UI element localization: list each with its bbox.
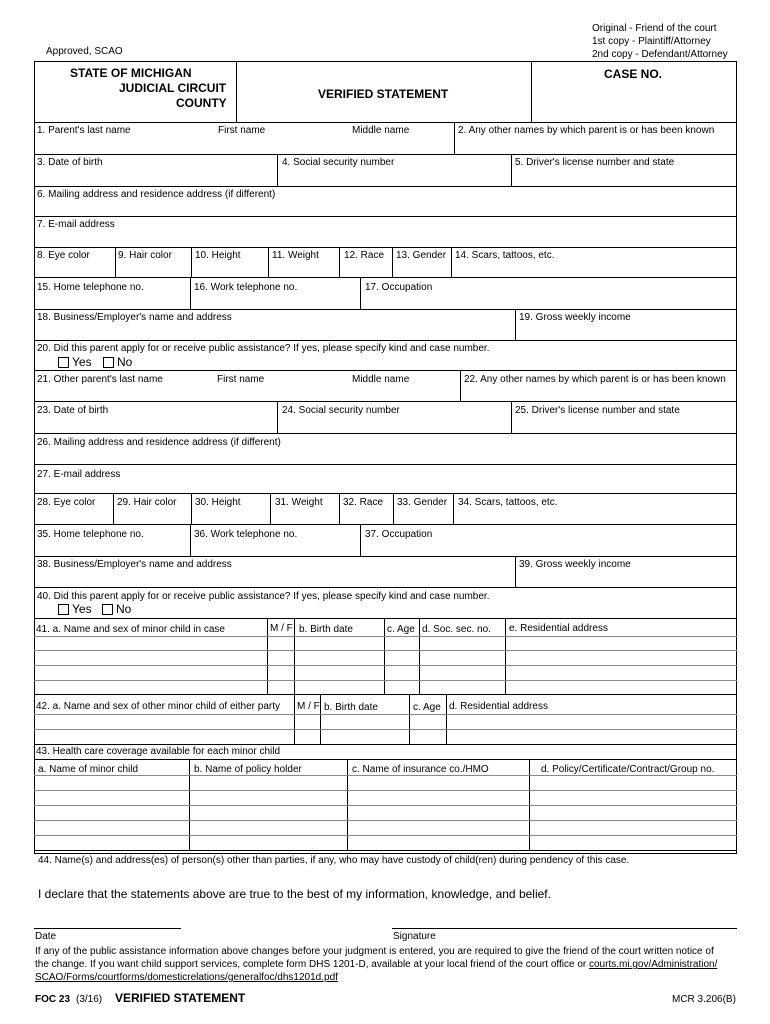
other-children-sex-header: M / F xyxy=(297,701,320,712)
other-parent-gender-label: 33. Gender xyxy=(397,497,448,508)
form-bottom-border xyxy=(34,853,737,854)
other-parent-eye-label: 28. Eye color xyxy=(37,497,96,508)
table-row xyxy=(34,835,737,836)
row-rule xyxy=(34,154,737,155)
cell-divider xyxy=(392,247,393,277)
other-parent-occupation-label: 37. Occupation xyxy=(365,529,433,540)
cell-divider xyxy=(277,154,278,186)
cell-divider xyxy=(267,618,268,694)
row-rule xyxy=(34,370,737,371)
distribution-first-copy: 1st copy - Plaintiff/Attorney xyxy=(592,36,711,47)
cell-divider xyxy=(270,493,271,524)
case-no-label: CASE NO. xyxy=(604,67,663,81)
cell-divider xyxy=(115,247,116,277)
parent-occupation-label: 17. Occupation xyxy=(365,282,433,293)
dhs-form-link[interactable]: courts.mi.gov/Administration/ xyxy=(589,959,718,970)
assistance-yes-checkbox[interactable] xyxy=(58,357,69,368)
cell-divider xyxy=(360,524,361,556)
cell-divider xyxy=(277,401,278,433)
court-circuit: JUDICIAL CIRCUIT xyxy=(119,81,227,95)
parent-hair-label: 9. Hair color xyxy=(118,250,172,261)
table-row xyxy=(34,775,737,776)
signature-field[interactable] xyxy=(392,912,737,928)
table-row xyxy=(34,820,737,821)
cell-divider xyxy=(320,694,321,744)
cell-divider xyxy=(294,694,295,744)
row-rule xyxy=(34,493,737,494)
table-row xyxy=(34,790,737,791)
header-divider-1 xyxy=(236,61,237,123)
row-rule xyxy=(34,433,737,434)
other-children-birth-header: b. Birth date xyxy=(324,702,378,713)
other-parent-dob-label: 23. Date of birth xyxy=(37,405,109,416)
parent-dob-label: 3. Date of birth xyxy=(37,157,103,168)
cell-divider xyxy=(191,247,192,277)
notice-line-1: If any of the public assistance information above changes before your judgment is entered, you are required to give the friend of the court written notice of xyxy=(35,946,714,957)
cell-divider xyxy=(460,370,461,401)
parent-assistance-label: 20. Did this parent apply for or receive public assistance? If yes, please specify kind and case number. xyxy=(37,343,490,354)
date-label: Date xyxy=(35,931,57,942)
custody-label: 44. Name(s) and address(es) of person(s) other than parties, if any, who may have custody of child(ren) during pendency of this case. xyxy=(38,855,630,866)
cell-divider xyxy=(515,309,516,340)
row-rule xyxy=(34,309,737,310)
assistance-no-checkbox[interactable] xyxy=(103,357,114,368)
cell-divider xyxy=(453,493,454,524)
form-id: FOC 23 xyxy=(35,994,71,1005)
other-assistance-no-checkbox[interactable] xyxy=(102,604,113,615)
parent-employer-label: 18. Business/Employer's name and address xyxy=(37,312,232,323)
row-rule xyxy=(34,122,737,123)
other-assistance-no-label: No xyxy=(116,602,132,616)
parent-last-name-label: 1. Parent's last name xyxy=(37,125,131,136)
table-row xyxy=(34,665,737,666)
other-parent-ssn-label: 24. Social security number xyxy=(282,405,400,416)
children-age-header: c. Age xyxy=(387,624,415,635)
children-birth-header: b. Birth date xyxy=(299,624,353,635)
other-parent-other-names-label: 22. Any other names by which parent is or has been known xyxy=(464,374,726,385)
parent-weight-label: 11. Weight xyxy=(272,250,319,261)
children-name-header: 41. a. Name and sex of minor child in case xyxy=(36,624,225,635)
health-child-header: a. Name of minor child xyxy=(38,764,139,775)
case-no-field[interactable] xyxy=(534,82,734,120)
other-parent-income-label: 39. Gross weekly income xyxy=(519,559,631,570)
footer-rule: MCR 3.206(B) xyxy=(672,994,736,1005)
cell-divider xyxy=(454,122,455,154)
cell-divider xyxy=(191,493,192,524)
cell-divider xyxy=(360,277,361,309)
cell-divider xyxy=(113,493,114,524)
parent-middle-name-label: Middle name xyxy=(352,125,410,136)
cell-divider xyxy=(268,247,269,277)
row-rule xyxy=(34,186,737,187)
header-top-border xyxy=(34,61,737,62)
row-rule xyxy=(34,744,737,745)
other-parent-employer-label: 38. Business/Employer's name and address xyxy=(37,559,232,570)
health-insurer-header: c. Name of insurance co./HMO xyxy=(352,764,489,775)
row-rule xyxy=(34,694,737,695)
cell-divider xyxy=(505,618,506,694)
form-left-border xyxy=(34,61,35,854)
other-children-name-header: 42. a. Name and sex of other minor child of either party xyxy=(36,701,281,712)
table-row xyxy=(34,805,737,806)
notice-line-2: the change. If you want child support services, complete form DHS 1201-D, available at your local friend of the court office or xyxy=(35,959,587,970)
cell-divider xyxy=(419,618,420,694)
other-parent-last-name-label: 21. Other parent's last name xyxy=(37,374,163,385)
other-parent-license-label: 25. Driver's license number and state xyxy=(515,405,680,416)
row-rule xyxy=(34,340,737,341)
cell-divider xyxy=(393,493,394,524)
table-row xyxy=(34,650,737,651)
other-parent-race-label: 32. Race xyxy=(343,497,384,508)
other-children-address-header: d. Residential address xyxy=(449,701,548,712)
parent-height-label: 10. Height xyxy=(195,250,241,261)
children-ssn-header: d. Soc. sec. no. xyxy=(422,624,491,635)
assistance-yes-label: Yes xyxy=(72,355,92,369)
date-line xyxy=(34,928,181,929)
row-rule xyxy=(34,618,737,619)
other-parent-home-phone-label: 35. Home telephone no. xyxy=(37,529,144,540)
parent-gender-label: 13. Gender xyxy=(396,250,447,261)
parent-name-field[interactable] xyxy=(36,137,452,153)
approved-label: Approved, SCAO xyxy=(46,46,123,57)
other-parent-mailing-label: 26. Mailing address and residence address (if different) xyxy=(37,437,281,448)
other-parent-weight-label: 31. Weight xyxy=(275,497,323,508)
other-parent-email-label: 27. E-mail address xyxy=(37,469,121,480)
footer-title: VERIFIED STATEMENT xyxy=(115,991,246,1005)
health-policy-header: d. Policy/Certificate/Contract/Group no. xyxy=(541,764,715,775)
cell-divider xyxy=(190,277,191,309)
children-sex-header: M / F xyxy=(270,623,293,634)
cell-divider xyxy=(451,247,452,277)
parent-scars-label: 14. Scars, tattoos, etc. xyxy=(455,250,555,261)
form-title: VERIFIED STATEMENT xyxy=(318,87,449,101)
parent-work-phone-label: 16. Work telephone no. xyxy=(194,282,298,293)
distribution-second-copy: 2nd copy - Defendant/Attorney xyxy=(592,49,728,60)
table-row xyxy=(34,636,737,637)
form-revision: (3/16) xyxy=(76,994,103,1005)
cell-divider xyxy=(409,694,410,744)
row-rule xyxy=(34,524,737,525)
other-parent-first-name-label: First name xyxy=(217,374,265,385)
other-parent-assistance-label: 40. Did this parent apply for or receive public assistance? If yes, please specify kind and case number. xyxy=(37,591,490,602)
distribution-list xyxy=(592,22,728,61)
assistance-no-label: No xyxy=(117,355,133,369)
date-field[interactable] xyxy=(34,912,181,928)
court-state: STATE OF MICHIGAN xyxy=(70,66,192,80)
row-rule xyxy=(34,587,737,588)
parent-eye-label: 8. Eye color xyxy=(37,250,90,261)
signature-line xyxy=(392,928,737,929)
table-row xyxy=(34,714,737,715)
row-rule xyxy=(34,759,737,760)
signature-label: Signature xyxy=(393,931,436,942)
cell-divider xyxy=(339,493,340,524)
parent-first-name-label: First name xyxy=(218,125,266,136)
cell-divider xyxy=(294,618,295,694)
row-rule xyxy=(34,556,737,557)
other-assistance-yes-label: Yes xyxy=(72,602,92,616)
form-right-border xyxy=(736,61,737,854)
health-title: 43. Health care coverage available for each minor child xyxy=(36,746,281,757)
cell-divider xyxy=(190,524,191,556)
other-parent-scars-label: 34. Scars, tattoos, etc. xyxy=(458,497,558,508)
cell-divider xyxy=(511,154,512,186)
health-holder-header: b. Name of policy holder xyxy=(194,764,302,775)
other-children-age-header: c. Age xyxy=(413,702,441,713)
distribution-original: Original - Friend of the court xyxy=(592,23,717,34)
other-parent-hair-label: 29. Hair color xyxy=(117,497,177,508)
notice-paragraph xyxy=(35,945,740,984)
parent-email-label: 7. E-mail address xyxy=(37,219,115,230)
row-rule xyxy=(34,464,737,465)
cell-divider xyxy=(384,618,385,694)
parent-license-label: 5. Driver's license number and state xyxy=(515,157,675,168)
cell-divider xyxy=(339,247,340,277)
declaration-text: I declare that the statements above are true to the best of my information, knowledge, and belief. xyxy=(38,887,551,901)
parent-ssn-label: 4. Social security number xyxy=(282,157,395,168)
court-county: COUNTY xyxy=(176,96,227,110)
row-rule xyxy=(34,401,737,402)
parent-other-names-field[interactable] xyxy=(456,137,734,153)
parent-mailing-label: 6. Mailing address and residence address (if different) xyxy=(37,189,276,200)
other-parent-middle-name-label: Middle name xyxy=(352,374,410,385)
parent-home-phone-label: 15. Home telephone no. xyxy=(37,282,144,293)
parent-income-label: 19. Gross weekly income xyxy=(519,312,631,323)
dhs-form-link-continued[interactable]: SCAO/Forms/courtforms/domesticrelations/generalfoc/dhs1201d.pdf xyxy=(35,972,338,983)
other-parent-work-phone-label: 36. Work telephone no. xyxy=(194,529,298,540)
cell-divider xyxy=(446,694,447,744)
parent-race-label: 12. Race xyxy=(344,250,385,261)
table-row xyxy=(34,729,737,730)
other-assistance-yes-checkbox[interactable] xyxy=(58,604,69,615)
cell-divider xyxy=(511,401,512,433)
cell-divider xyxy=(515,556,516,587)
header-divider-2 xyxy=(531,61,532,123)
table-row xyxy=(34,680,737,681)
row-rule xyxy=(34,850,737,851)
children-address-header: e. Residential address xyxy=(509,623,608,634)
row-rule xyxy=(34,277,737,278)
row-rule xyxy=(34,247,737,248)
row-rule xyxy=(34,216,737,217)
other-parent-height-label: 30. Height xyxy=(195,497,241,508)
parent-other-names-label: 2. Any other names by which parent is or has been known xyxy=(458,125,715,136)
